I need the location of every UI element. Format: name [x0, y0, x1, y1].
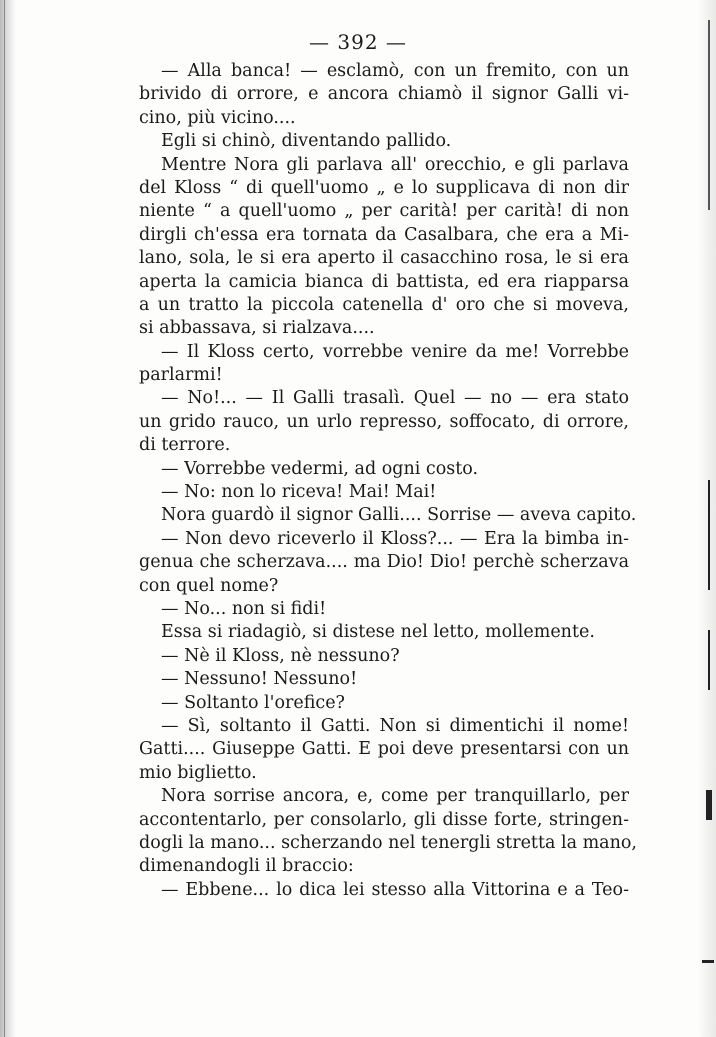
- text-line: — No... non si fidi!: [161, 598, 327, 619]
- text-line: si abbassava, si rialzava....: [139, 318, 375, 339]
- scan-mark: [708, 630, 710, 690]
- text-line: Egli si chinò, diventando pallido.: [161, 131, 452, 152]
- text-line: aperta la camicia bianca di battista, ed era riapparsa: [139, 271, 629, 292]
- page-right-edge: [698, 0, 716, 1037]
- text-line: a un tratto la piccola catenella d' oro che si moveva,: [139, 294, 629, 315]
- text-line: parlarmi!: [139, 365, 223, 386]
- text-line: — Alla banca! — esclamò, con un fremito, con un: [161, 61, 629, 81]
- text-line: — Sì, soltanto il Gatti. Non si dimentichi il nome!: [161, 715, 629, 736]
- text-line: — Ebbene... lo dica lei stesso alla Vittorina e a Teo-: [161, 879, 629, 900]
- text-line: genua che scherzava.... ma Dio! Dio! perchè scherzava: [139, 552, 629, 573]
- binding-edge-line: [4, 0, 5, 1037]
- text-line: un grido rauco, un urlo represso, soffocato, di orrore,: [139, 411, 629, 432]
- text-line: Mentre Nora gli parlava all' orecchio, e gli parlava: [161, 154, 629, 175]
- text-line: Essa si riadagiò, si distese nel letto, mollemente.: [161, 622, 595, 643]
- text-line: del Kloss “ di quell'uomo „ e lo supplicava di non dir: [139, 177, 629, 198]
- text-line: brivido di orrore, e ancora chiamò il signor Galli vi-: [139, 84, 629, 105]
- scan-mark: [708, 480, 710, 590]
- text-line: — Soltanto l'orefice?: [161, 692, 345, 713]
- text-line: Nora guardò il signor Galli.... Sorrise — aveva capito.: [161, 505, 637, 526]
- binding-shadow: [0, 0, 16, 1037]
- text-line: — No!... — Il Galli trasalì. Quel — no — era stato: [161, 388, 629, 409]
- text-line: di terrore.: [139, 435, 231, 456]
- text-line: — Non devo riceverlo il Kloss?... — Era la bimba in-: [161, 528, 629, 549]
- scan-mark: [706, 790, 712, 820]
- text-line: Nora sorrise ancora, e, come per tranquillarlo, per: [161, 786, 629, 807]
- text-line: — Nessuno! Nessuno!: [161, 669, 358, 690]
- text-line: Gatti.... Giuseppe Gatti. E poi deve presentarsi con un: [139, 739, 629, 760]
- text-line: niente “ a quell'uomo „ per carità! per carità! di non: [139, 201, 629, 222]
- text-line: — No: non lo riceva! Mai! Mai!: [161, 482, 437, 503]
- scan-mark: [702, 960, 714, 963]
- page-number: — 392 —: [309, 30, 407, 54]
- text-line: — Vorrebbe vedermi, ad ogni costo.: [161, 458, 479, 479]
- text-line: — Il Kloss certo, vorrebbe venire da me! Vorrebbe: [161, 341, 629, 362]
- text-line: con quel nome?: [139, 575, 279, 596]
- text-line: lano, sola, le si era aperto il casacchino rosa, le si era: [139, 248, 629, 269]
- text-line: mio biglietto.: [139, 762, 257, 783]
- text-line: dogli la mano... scherzando nel tenergli stretta la mano,: [139, 832, 637, 853]
- text-line: cino, più vicino....: [139, 107, 296, 128]
- text-line: dirgli ch'essa era tornata da Casalbara, che era a Mi-: [139, 224, 629, 245]
- text-line: dimenandogli il braccio:: [139, 856, 354, 877]
- text-line: accontentarlo, per consolarlo, gli disse forte, stringen-: [139, 809, 629, 830]
- body-text: [139, 60, 637, 902]
- text-line: — Nè il Kloss, nè nessuno?: [161, 645, 400, 666]
